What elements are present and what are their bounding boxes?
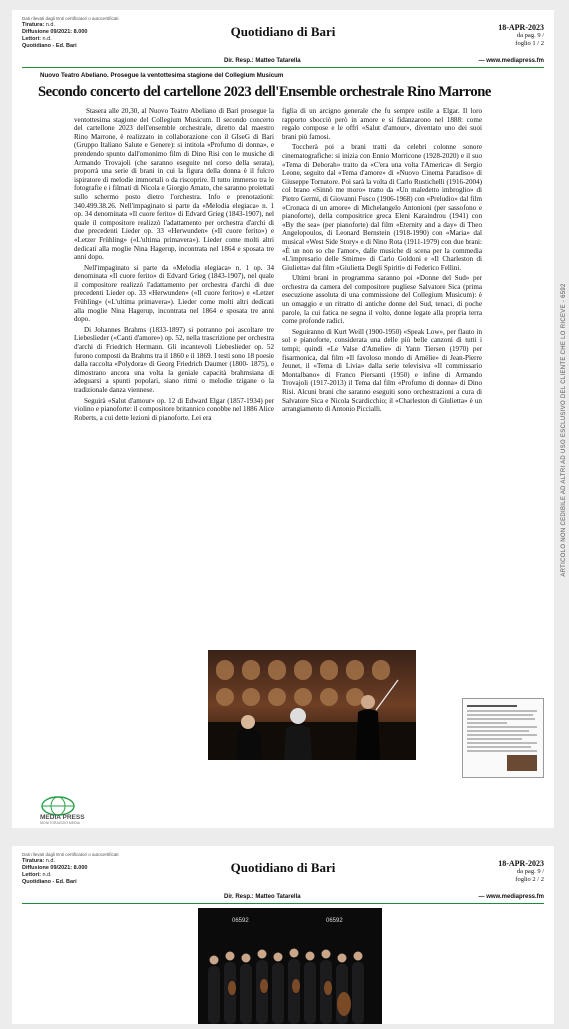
paragraph: Seguirà «Salut d'amour» op. 12 di Edward Elgar (1857-1934) per violino e pianoforte: il compositore britannico conobbe nel 1886 Alice Roberts, a cui dette lezioni di pianoforte. Lei era <box>74 396 274 422</box>
diffusione-date: 09/2021: <box>50 865 73 871</box>
photo-watermark-left: 06592 <box>232 918 249 924</box>
concert-photo <box>208 650 416 760</box>
diffusione-date: 09/2021: <box>50 29 73 35</box>
diffusione-label: Diffusione <box>22 865 49 871</box>
issue-info <box>498 860 544 884</box>
orchestra-photo-image <box>198 908 382 1024</box>
director-line: Dir. Resp.: Matteo Tatarella <box>224 58 301 64</box>
edition-label: Quotidiano - Ed. Bari <box>22 43 77 49</box>
website-dash: — <box>478 894 487 900</box>
page-ref: da pag. 9 / <box>516 868 544 875</box>
lettori-label: Lettori: <box>22 36 41 42</box>
orchestra-photo <box>198 908 382 1024</box>
newspaper-name: Quotidiano di Bari <box>230 860 336 875</box>
certification-note: Dati rilevati dagli Enti certificatori o autocertificati <box>22 852 119 857</box>
paragraph: Toccherà poi a brani tratti da celebri colonne sonore cinematografiche: si inizia con Ennio Morricone (1928-2020) e il suo «Tema di Deborah» tratto da «C'era una volta l'America» di Sergio Leone, seguito dal «Tema d'amore» di «Nuovo Cinema Paradiso» di Giuseppe Tornatore. Poi sarà la volta di Carlo Rustichelli (1916-2004) col brano «Sinnò me moro» tratto da «Un maledetto imbroglio» di Pietro Germi, di Giovanni Fusco (1906-1968) con «Preludio» dal film «Cronaca di un amore» di Michelangelo Antonioni (per sassofono e pianoforte), della compositrice greca Eleni Karaindrou (1941) con «By the sea» (per pianoforte) dal film «Eternity and a day» di Theo Angelopoulos, di Leonard Bernstein (1918-1990) con «Maria» dal musical «West Side Story» e di Nino Rota (1911-1979) con due brani: «È un non so che l'amor», dalle musiche di scena per la commedia «L'impresario delle Smirne» di Carlo Goldoni e «Il Charleston di Giulietta» dal film «Giulietta Degli Spiriti» di Federico Fellini. <box>282 143 482 272</box>
newspaper-name: Quotidiano di Bari <box>230 24 336 39</box>
tiratura-value: n.d. <box>45 22 55 28</box>
paragraph: Stasera alle 20,30, al Nuovo Teatro Abeliano di Bari prosegue la ventottesima stagione del Collegium Musicum. Il secondo concerto del cartellone 2023 dell'ensemble orchestrale, diretto dal maestro Rino Marrone, è realizzato in collaborazione con il GIseG di Bari (Gruppo Italiano Salute e Genere): si intitola «Profumo di donna», e prendendo spunto dall'omonimo film di Dino Risi con le musiche di Armando Trovajoli (che saranno eseguite nel corso della serata), proporrà una serie di brani in cui la figura della donna è il fulcro ispiratore di melodie immortali o da riscoprire. Il tutto immerso tra le fotografie e i filmati di Nicola e Giorgio Amato, che saranno proiettati sullo schermo posto dietro l'orchestra. Info e prenotazioni: 340.499.38.26. Nell'impaginato si parte da «Melodia elegiaca» n. 1 op. 34 denominata «Il cuore ferito» di Edvard Grieg (1843-1907), nel quale il compositore realizzò l'adattamento per orchestra d'archi di due precedenti Lieder op. 33 «Herwunden» («Il cuore ferito») e «Letzer Frühling» («L'ultima primavera»). Lieder come molti altri dedicati alla moglie Nina Hagerup, incontrata nel 1864 e sposata tre anni dopo. <box>74 107 274 262</box>
lettori-value: n.d. <box>42 36 52 42</box>
article-column-2 <box>282 107 482 669</box>
issue-date: 18-APR-2023 <box>498 859 544 868</box>
header-rule <box>22 67 544 68</box>
logo-subtitle: MONITORAGGIO MEDIA <box>40 821 80 825</box>
media-press-logo <box>26 792 106 826</box>
rights-notice-text: ARTICOLO NON CEDIBILE AD ALTRI AD USO ESCLUSIVO DEL CLIENTE CHE LO RICEVE - 6592 <box>561 283 567 577</box>
clipping-page-1 <box>12 10 567 828</box>
logo-name: MEDIA PRESS <box>40 814 85 821</box>
diffusione-label: Diffusione <box>22 29 49 35</box>
certification-note: Dati rilevati dagli Enti certificatori o autocertificati <box>22 16 119 21</box>
article-column-1 <box>74 107 274 655</box>
article-headline: Secondo concerto del cartellone 2023 dell'Ensemble orchestrale Rino Marrone <box>38 84 491 100</box>
paragraph: Ultimi brani in programma saranno poi «Donne del Sud» per orchestra da camera del compositore pugliese Salvatore Sica (prima esecuzione assoluta di una commissione del Collegium Musicum): è un omaggio e un ritratto di antiche donne del Sud, tenaci, di poche parole, la cui fatica ne segna il volto, donne legate alla propria terra come profonde radici. <box>282 274 482 326</box>
website-text: www.mediapress.fm <box>486 894 544 900</box>
sheet-count: foglio 1 / 2 <box>515 40 544 47</box>
website-text: www.mediapress.fm <box>486 58 544 64</box>
website-dash: — <box>478 58 487 64</box>
rights-notice <box>559 240 569 620</box>
diffusione-value: 8.000 <box>73 29 88 35</box>
website-link[interactable] <box>479 894 544 900</box>
paragraph: Seguiranno di Kurt Weill (1900-1950) «Speak Low», per flauto in sol e pianoforte, considerata una delle più belle canzoni di tutti i tempi; quindi «Le Valse d'Amelie» di Yann Tiersen (1970) per fisarmonica, dal film «Il favoloso mondo di Amélie» di Jean-Pierre Jeunet, il «Tema di Livia» dalla serie televisiva «Il commissario Montalbano» di Franco Piersanti (1950) e infine di Armando Trovajoli (1917-2013) il Tema dal film «Profumo di donna» di Dino Risi. Alcuni brani che saranno eseguiti sono orchestrazioni a cura di Salvatore Sica e Nicola Scardicchio; il «Charleston di Giulietta» è un arrangiamento di Antonio Piccialli. <box>282 327 482 414</box>
photo-watermark-right: 06592 <box>326 918 343 924</box>
article-kicker: Nuovo Teatro Abeliano. Prosegue la ventottesima stagione del Collegium Musicum <box>40 72 284 79</box>
website-link[interactable] <box>479 58 544 64</box>
issue-info <box>498 24 544 48</box>
concert-photo-image <box>208 650 416 760</box>
clipping-page-2 <box>12 846 554 1024</box>
tiratura-label: Tiratura: <box>22 22 45 28</box>
globe-icon <box>38 792 78 816</box>
director-line: Dir. Resp.: Matteo Tatarella <box>224 894 301 900</box>
paragraph: Nell'impaginato si parte da «Melodia elegiaca» n. 1 op. 34 denominata «Il cuore ferito» di Edvard Grieg (1843-1907), nel quale il compositore realizzò l'adattamento per orchestra d'archi di due precedenti Lieder op. 33 «Herwunden» («Il cuore ferito») e «Letzer Frühling» («L'ultima primavera»). Lieder come molti altri dedicati alla moglie Nina Hagerup, incontrata nel 1864 e sposata tre anni dopo. <box>74 263 274 324</box>
lettori-value: n.d. <box>42 872 52 878</box>
header-rule <box>22 903 544 904</box>
paragraph: figlia di un arcigno generale che fu sempre ostile a Elgar. Il loro rapporto sbocciò però in amore e si fidanzarono nel 1888: come regalo compose e le offrì «Salut d'amour», diventato uno dei suoi brani più famosi. <box>282 107 482 141</box>
issue-date: 18-APR-2023 <box>498 23 544 32</box>
tiratura-value: n.d. <box>45 858 55 864</box>
sheet-count: foglio 2 / 2 <box>515 876 544 883</box>
paragraph: Di Johannes Brahms (1833-1897) si potranno poi ascoltare tre Liebeslieder («Canti d'amore») op. 52, nella trascrizione per orchestra d'archi di Friedrich Hermann. Gli incantevoli Liebeslieder op. 52 furono composti da Brahms tra il 1860 e il 1869. I testi sono 18 poesie dalla raccolta «Polydora» di Georg Friedrich Daumer (1800- 1875), e dimostrano ancora una volta la geniale capacità brahmsiana di adeguarsi a spunti popolari, siano ritmi o melodie tzigane o la tradizionale danza viennese. <box>74 325 274 394</box>
page-ref: da pag. 9 / <box>516 32 544 39</box>
edition-label: Quotidiano - Ed. Bari <box>22 879 77 885</box>
page-thumbnail <box>462 698 544 778</box>
tiratura-label: Tiratura: <box>22 858 45 864</box>
diffusione-value: 8.000 <box>73 865 88 871</box>
lettori-label: Lettori: <box>22 872 41 878</box>
